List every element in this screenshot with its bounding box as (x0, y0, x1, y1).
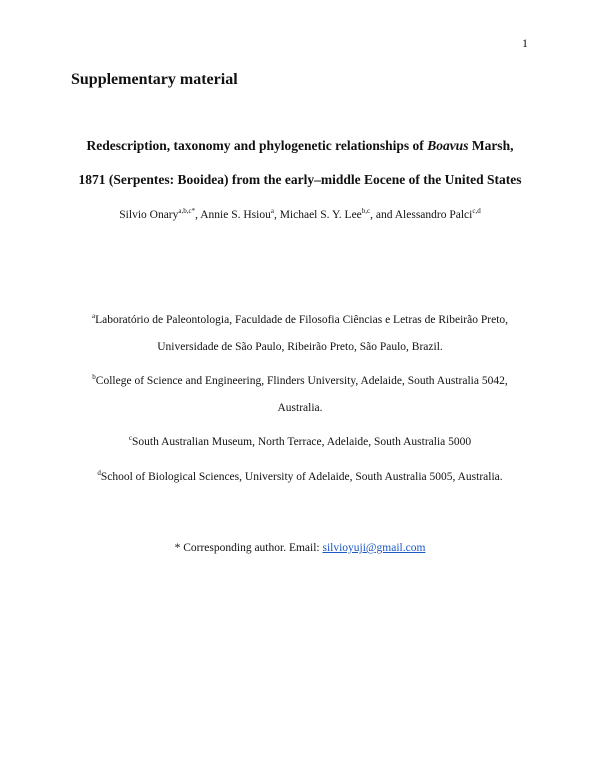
author-affiliation-marks: c,d (472, 207, 481, 215)
affiliation-text: School of Biological Sciences, University of Adelaide, South Australia 5005, Australia. (100, 471, 503, 483)
corresponding-author (40, 542, 560, 554)
affiliation-mark: c (128, 434, 132, 442)
affiliation-mark: b (92, 373, 96, 381)
title-text-before-genus: Redescription, taxonomy and phylogenetic relationships of (86, 138, 428, 153)
email-link[interactable]: silvioyuji@gmail.com (322, 542, 426, 554)
affiliation-text: Laboratório de Paleontologia, Faculdade de Filosofia Ciências e Letras de Ribeirão Preto, (95, 314, 509, 326)
author-affiliation-marks: a (270, 207, 274, 215)
author-separator: , (195, 209, 201, 221)
author-name: Alessandro Palci (394, 209, 473, 221)
document-heading: Supplementary material (71, 71, 238, 88)
author-name: Michael S. Y. Lee (279, 209, 362, 221)
affiliation-b-line-1 (40, 375, 560, 387)
affiliation-text: College of Science and Engineering, Flinders University, Adelaide, South Australia 5042, (95, 375, 508, 387)
author-separator: , (273, 209, 280, 221)
author-affiliation-marks: a,b,c* (178, 207, 196, 215)
affiliation-mark: a (91, 312, 96, 320)
affiliation-mark: d (97, 469, 101, 477)
affiliation-d (40, 471, 560, 483)
page-number: 1 (522, 36, 528, 50)
affiliation-text: South Australian Museum, North Terrace, Adelaide, South Australia 5000 (131, 436, 472, 448)
affiliation-c (40, 436, 560, 448)
author-list (40, 209, 560, 221)
author-separator: , and (370, 209, 395, 221)
author-name: Silvio Onary (119, 209, 179, 221)
affiliation-a-line-2: Universidade de São Paulo, Ribeirão Preto, São Paulo, Brazil. (157, 341, 443, 353)
title-genus-name: Boavus (427, 138, 469, 153)
affiliation-a-line-1 (40, 314, 560, 326)
corresponding-author-label: * Corresponding author. Email: (174, 542, 323, 554)
title-text-after-genus: Marsh, (468, 138, 514, 153)
paper-title-line-2: 1871 (Serpentes: Booidea) from the early–middle Eocene of the United States (78, 172, 522, 187)
author-affiliation-marks: b,c (361, 207, 371, 215)
author-name: Annie S. Hsiou (200, 209, 271, 221)
affiliation-b-line-2: Australia. (277, 402, 323, 414)
paper-title-line-1 (40, 138, 560, 154)
